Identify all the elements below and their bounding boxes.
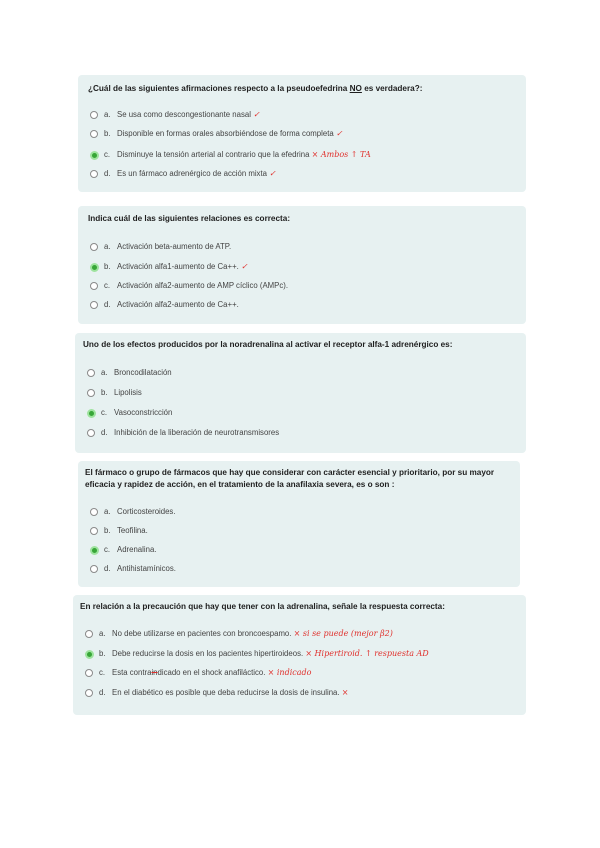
question-text: El fármaco o grupo de fármacos que hay que considerar con carácter esencial y prioritario, por su mayor eficacia y rapidez de acción, en el tratamiento de la anafilaxia severa, es o son : — [85, 468, 495, 489]
radio-button-selected[interactable] — [90, 546, 99, 555]
radio-button[interactable] — [90, 130, 98, 138]
question-text: Uno de los efectos producidos por la noradrenalina al activar el receptor alfa-1 adrenérgico es: — [83, 340, 453, 349]
handwritten-note: × — [341, 688, 349, 697]
question-card-5: En relación a la precaución que hay que tener con la adrenalina, señale la respuesta correcta: a. No debe utilizarse en pacientes con broncoespamo. × si se puede (mejor β2) b. Debe reducirse la dosis en los pacientes hipertiroideos. × Hipertiroid. ↑ respuesta AD c. Esta contraindicado en el shock anafiláctico. × indicado d. En el diabético es posible que deba reducirse la dosis de insulina. × — [73, 595, 526, 715]
radio-button[interactable] — [87, 389, 95, 397]
question-card-2: Indica cuál de las siguientes relaciones es correcta: a. Activación beta-aumento de ATP. b. Activación alfa1-aumento de Ca++. ✓ c. Activación alfa2-aumento de AMP cíclico (AMPc). d. Activación alfa2-aumento de Ca++. — [78, 206, 526, 324]
radio-button[interactable] — [85, 689, 93, 697]
radio-button-selected[interactable] — [90, 263, 99, 272]
handwritten-note: × indicado — [267, 668, 312, 677]
radio-button-selected[interactable] — [90, 151, 99, 160]
radio-button[interactable] — [90, 301, 98, 309]
radio-button-selected[interactable] — [87, 409, 96, 418]
radio-button-selected[interactable] — [85, 650, 94, 659]
radio-button[interactable] — [85, 630, 93, 638]
radio-button[interactable] — [90, 508, 98, 516]
question-text: En relación a la precaución que hay que tener con la adrenalina, señale la respuesta correcta: — [80, 602, 445, 611]
question-card-4: El fármaco o grupo de fármacos que hay que considerar con carácter esencial y prioritario, por su mayor eficacia y rapidez de acción, en el tratamiento de la anafilaxia severa, es o son : a. Corticosteroides. b. Teofilina. c. Adrenalina. d. Antihistamínicos. — [78, 461, 520, 587]
handwritten-note: ✓ — [269, 169, 276, 178]
radio-button[interactable] — [90, 111, 98, 119]
radio-button[interactable] — [87, 429, 95, 437]
handwritten-note: × si se puede (mejor β2) — [293, 629, 393, 638]
question-card-1: ¿Cuál de las siguientes afirmaciones respecto a la pseudoefedrina NO es verdadera?: a. Se usa como descongestionante nasal ✓ b. Disponible en formas orales absorbiéndose de forma completa ✓ c. Disminuye la tensión arterial al contrario que la efedrina × Ambos ↑ TA d. Es un fármaco adrenérgico de acción mixta ✓ — [78, 75, 526, 192]
radio-button[interactable] — [90, 565, 98, 573]
handwritten-note: ✓ — [240, 262, 248, 271]
question-text: ¿Cuál de las siguientes afirmaciones respecto a la pseudoefedrina NO es verdadera?: — [88, 84, 423, 93]
handwritten-note: × Ambos ↑ TA — [311, 150, 371, 159]
question-text: Indica cuál de las siguientes relaciones es correcta: — [88, 214, 291, 223]
radio-button[interactable] — [87, 369, 95, 377]
radio-button[interactable] — [90, 527, 98, 535]
radio-button[interactable] — [90, 282, 98, 290]
question-card-3: Uno de los efectos producidos por la noradrenalina al activar el receptor alfa-1 adrenérgico es: a. Broncodilatación b. Lipolisis c. Vasoconstricción d. Inhibición de la liberación de neurotransmisores — [75, 333, 526, 453]
radio-button[interactable] — [90, 243, 98, 251]
strikethrough-text: in — [151, 668, 158, 677]
handwritten-note: ✓ — [335, 129, 343, 138]
radio-button[interactable] — [85, 669, 93, 677]
radio-button[interactable] — [90, 170, 98, 178]
handwritten-note: ✓ — [253, 110, 260, 119]
handwritten-note: × Hipertiroid. ↑ respuesta AD — [305, 649, 429, 658]
